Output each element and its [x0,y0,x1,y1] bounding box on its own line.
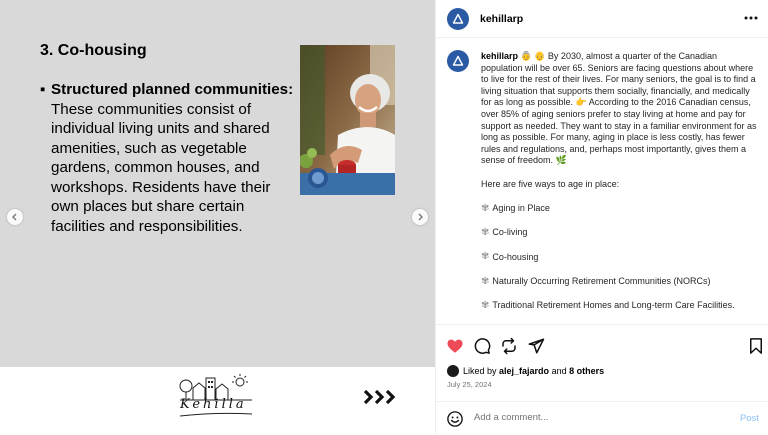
more-icon[interactable] [743,10,759,26]
heart-icon[interactable] [446,337,464,355]
carousel-prev-button[interactable] [7,209,23,225]
comment-input[interactable] [474,412,714,423]
post-caption [481,51,761,324]
avatar[interactable] [447,50,469,72]
slide-term: Structured planned communities: [51,81,294,98]
slide-heading: 3. Co-housing [40,42,147,59]
post-header [436,0,768,38]
comment-bar [436,401,768,435]
comment-icon[interactable] [473,337,491,355]
flower-icon: ✾ [481,300,490,312]
likes-summary [447,365,604,377]
slide-body [40,80,298,236]
slide-body-text: These communities consist of individual living units and shared amenities, such as vegetable gardens, common houses, and workshops. Residents have their own places but share certain facilities and responsibilities. [51,100,271,235]
chevron-right-icon [416,213,424,221]
list-item: ✾ Aging in Place [481,202,550,214]
likes-text: Liked by alej_fajardo and 8 others [463,366,605,376]
flower-icon: ✾ [481,251,490,263]
next-slide-chevrons-icon [363,389,399,405]
caption-username[interactable]: kehillarp [481,51,519,61]
kehilla-wordmark: Kehilla [180,397,247,412]
post-panel [435,0,768,435]
senior-woman-photo [300,45,395,195]
post-author-username[interactable]: kehillarp [480,13,524,25]
post-actions [436,333,768,359]
list-item: ✾ Co-living [481,226,528,238]
avatar[interactable] [447,8,469,30]
post-comment-button[interactable]: Post [739,413,759,424]
triangle-logo-icon [452,55,464,67]
likes-others-link[interactable]: 8 others [569,366,605,376]
list-item: ✾ Naturally Occurring Retirement Communities (NORCs) [481,275,711,287]
flower-icon: ✾ [481,202,490,214]
chevron-left-icon [11,213,19,221]
emoji-icon[interactable] [446,410,464,428]
caption-intro-text: 👵 👴 By 2030, almost a quarter of the Canadian population will be over 65. Seniors are facing questions about where to live for the rest of their lives. For many seniors, the goal is to find a living situation that supports them socially, financially, and medically for as long as possible. 👉 According to the 2016 Canadian census, over 85% of aging seniors prefer to stay living at home and pay for support as needed. They want to stay in a familiar environment for as long as possible. For many, aging in place is less costly, has fewer rules and regulations, and, perhaps most importantly, gives them a sense of freedom. 🌿 [481,51,757,166]
liker-username[interactable]: alej_fajardo [499,366,550,376]
flower-icon: ✾ [481,226,490,238]
send-icon[interactable] [527,337,545,355]
slide-bullet: ▪ [40,81,46,98]
carousel-next-button[interactable] [412,209,428,225]
bookmark-icon[interactable] [747,337,765,355]
flower-icon: ✾ [481,275,490,287]
share-icon[interactable] [500,337,518,355]
triangle-logo-icon [452,13,464,25]
post-date[interactable]: July 25, 2024 [447,380,492,389]
list-item: ✾ Traditional Retirement Homes and Long-term Care Facilities. [481,300,735,312]
list-item: ✾ Co-housing [481,251,539,263]
carousel-slide [0,0,435,367]
avatar[interactable] [447,365,459,377]
caption-lead: Here are five ways to age in place: [481,178,620,189]
caption-area [436,38,768,325]
